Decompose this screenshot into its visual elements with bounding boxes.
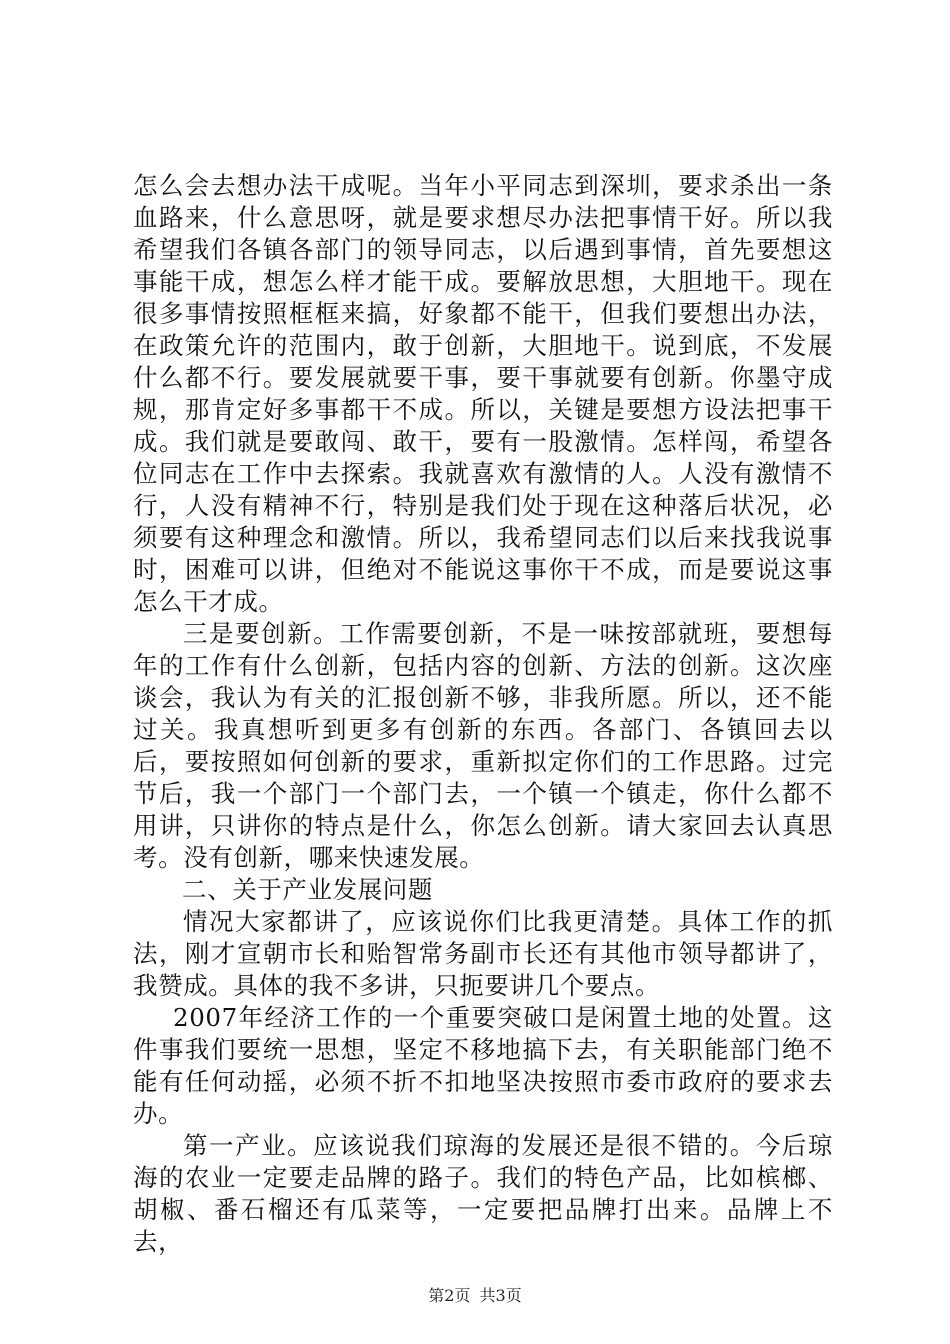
paragraph-primary-industry: 第一产业。应该说我们琼海的发展还是很不错的。今后琼海的农业一定要走品牌的路子。我们的特色产品，比如槟榔、胡椒、番石榴还有瓜菜等，一定要把品牌打出来。品牌上不去， bbox=[133, 1131, 833, 1256]
paragraph-situation: 情况大家都讲了，应该说你们比我更清楚。具体工作的抓法，刚才宣朝市长和贻智常务副市长还有其他市领导都讲了，我赞成。具体的我不多讲，只扼要讲几个要点。 bbox=[133, 907, 833, 1000]
paragraph-idle-land: 2007年经济工作的一个重要突破口是闲置土地的处置。这件事我们要统一思想，坚定不移地搞下去，有关职能部门绝不能有任何动摇，必须不折不扣地坚决按照市委市政府的要求去办。 bbox=[133, 1003, 833, 1128]
body-text bbox=[133, 170, 833, 1258]
page-total: 共3页 bbox=[479, 1286, 522, 1305]
paragraph-innovation-attitude: 怎么会去想办法干成呢。当年小平同志到深圳，要求杀出一条血路来，什么意思呀，就是要求想尽办法把事情干好。所以我希望我们各镇各部门的领导同志，以后遇到事情，首先要想这事能干成，想怎么样才能干成。要解放思想，大胆地干。现在很多事情按照框框来搞，好象都不能干，但我们要想出办法，在政策允许的范围内，敢于创新，大胆地干。说到底，不发展什么都不行。要发展就要干事，要干事就要有创新。你墨守成规，那肯定好多事都干不成。所以，关键是要想方设法把事干成。我们就是要敢闯、敢干，要有一股激情。怎样闯，希望各位同志在工作中去探索。我就喜欢有激情的人。人没有激情不行，人没有精神不行，特别是我们处于现在这种落后状况，必须要有这种理念和激情。所以，我希望同志们以后来找我说事时，困难可以讲，但绝对不能说这事你干不成，而是要说这事怎么干才成。 bbox=[133, 171, 833, 616]
paragraph-third-innovation: 三是要创新。工作需要创新，不是一味按部就班，要想每年的工作有什么创新，包括内容的创新、方法的创新。这次座谈会，我认为有关的汇报创新不够，非我所愿。所以，还不能过关。我真想听到更多有创新的东西。各部门、各镇回去以后，要按照如何创新的要求，重新拟定你们的工作思路。过完节后，我一个部门一个部门去，一个镇一个镇走，你什么都不用讲，只讲你的特点是什么，你怎么创新。请大家回去认真思考。没有创新，哪来快速发展。 bbox=[133, 619, 833, 872]
page-number: 第2页 bbox=[428, 1286, 471, 1305]
page-footer bbox=[0, 1283, 950, 1306]
section-heading-industry: 二、关于产业发展问题 bbox=[182, 875, 433, 904]
